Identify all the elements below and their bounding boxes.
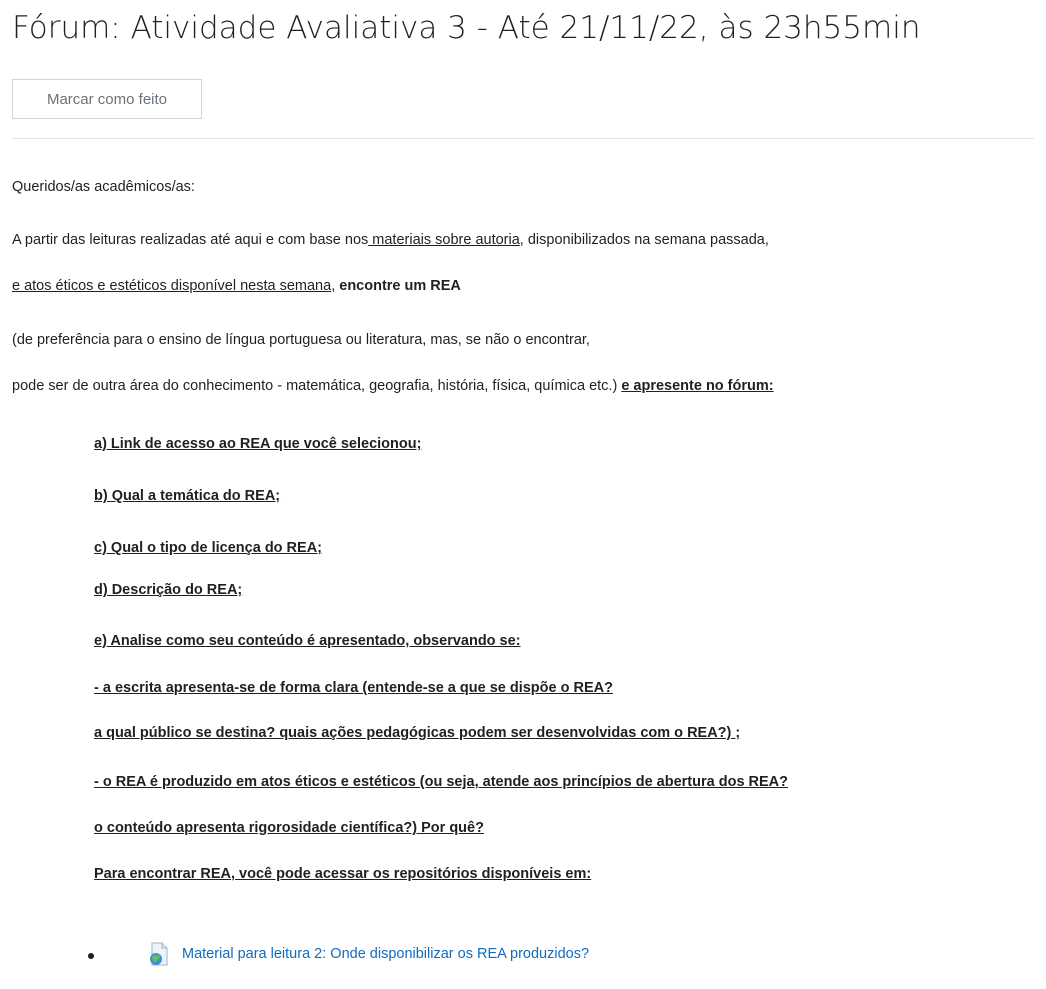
instruction-item: o conteúdo apresenta rigorosidade científica?) Por quê? [94, 820, 484, 836]
greeting-text: Queridos/as acadêmicos/as: [12, 179, 195, 195]
resource-list-item [88, 942, 589, 966]
mark-as-done-button[interactable]: Marcar como feito [12, 79, 202, 119]
instruction-item: a qual público se destina? quais ações pedagógicas podem ser desenvolvidas com o REA?) ; [94, 725, 741, 741]
other-areas-text: pode ser de outra área do conhecimento - matemática, geografia, história, física, química etc.) [12, 378, 622, 394]
intro-text: A partir das leituras realizadas até aqui e com base nos [12, 232, 369, 248]
find-rea-bold: encontre um REA [339, 278, 461, 294]
separator-text: , [331, 278, 340, 294]
repositories-intro-text: Para encontrar REA, você pode acessar os repositórios disponíveis em: [94, 866, 592, 882]
instruction-item: e) Analise como seu conteúdo é apresentado, observando se: [94, 633, 521, 649]
instruction-item: - a escrita apresenta-se de forma clara (entende-se a que se dispõe o REA? [94, 680, 613, 696]
intro-paragraph-3: (de preferência para o ensino de língua portuguesa ou literatura, mas, se não o encontrar, [12, 332, 590, 348]
instruction-item: - o REA é produzido em atos éticos e estéticos (ou seja, atende aos princípios de abertura dos REA? [94, 774, 789, 790]
intro-paragraph-2 [12, 276, 461, 296]
url-resource-icon[interactable] [148, 942, 170, 966]
bullet-icon [88, 953, 94, 959]
intro-paragraph-4 [12, 376, 774, 396]
page-title: Fórum: Atividade Avaliativa 3 - Até 21/11/22, às 23h55min [12, 10, 921, 46]
authorship-materials-link[interactable]: materiais sobre autoria [368, 232, 520, 248]
ethics-aesthetics-link[interactable]: e atos éticos e estéticos disponível nesta semana [12, 278, 332, 294]
intro-paragraph-1 [12, 230, 769, 250]
intro-text-tail: , disponibilizados na semana passada, [519, 232, 769, 248]
instruction-item: b) Qual a temática do REA; [94, 488, 281, 504]
reading-material-link[interactable]: Material para leitura 2: Onde disponibilizar os REA produzidos? [182, 946, 590, 962]
present-forum-bold: e apresente no fórum: [621, 378, 774, 394]
instruction-item: a) Link de acesso ao REA que você selecionou; [94, 436, 422, 452]
instruction-item: d) Descrição do REA; [94, 582, 243, 598]
instruction-item: c) Qual o tipo de licença do REA; [94, 540, 322, 556]
divider [12, 138, 1034, 139]
